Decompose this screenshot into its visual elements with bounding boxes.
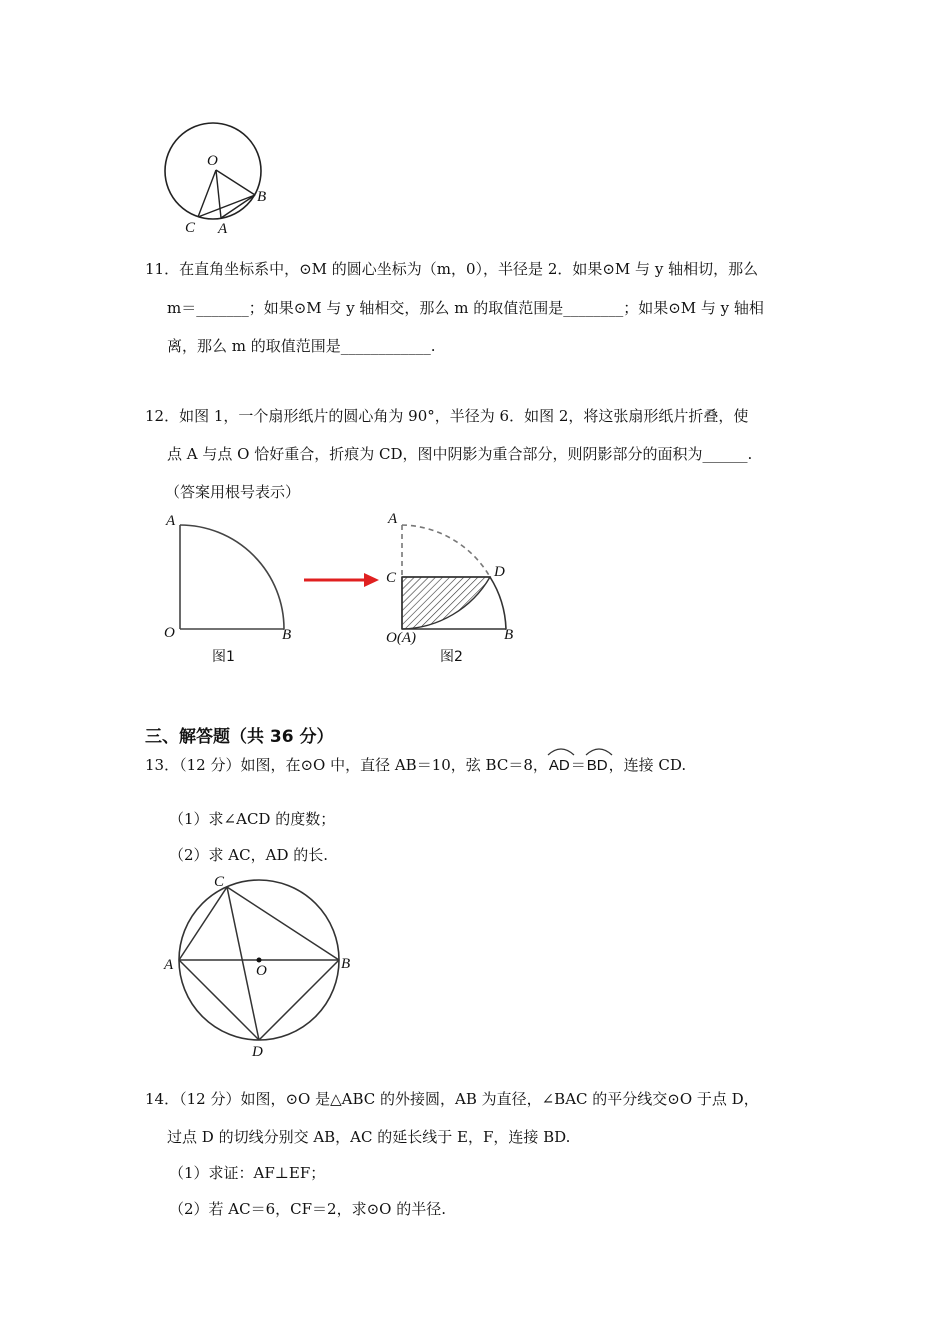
q13-label-d: D bbox=[252, 1044, 263, 1060]
q13-chord-cd bbox=[227, 887, 259, 1040]
q10-segment-oc bbox=[198, 170, 216, 217]
q13-label-a: A bbox=[164, 957, 174, 973]
q13-chord-bd bbox=[259, 960, 339, 1040]
q10-segment-oa bbox=[216, 170, 221, 218]
q10-circle bbox=[165, 123, 261, 219]
q10-segment-ob bbox=[216, 170, 255, 195]
fig2-label-c: C bbox=[386, 570, 397, 586]
q13-arc-bd: BD bbox=[586, 755, 609, 777]
q13-label-b: B bbox=[341, 956, 351, 972]
q13-part-1: （1）求∠ACD 的度数； bbox=[169, 810, 336, 828]
fig2-arc-db bbox=[490, 577, 506, 629]
q10-label-a: A bbox=[218, 221, 228, 237]
q11-line-3: 离，那么 m 的取值范围是____________. bbox=[167, 337, 436, 355]
q11-line-2: m＝_______；如果⊙M 与 y 轴相交，那么 m 的取值范围是________；如果⊙M 与 y 轴相 bbox=[167, 299, 764, 317]
fig1-caption: 图1 bbox=[212, 649, 235, 665]
q14-part-1: （1）求证：AF⊥EF； bbox=[169, 1164, 326, 1182]
transform-arrow bbox=[300, 570, 382, 590]
q13-eq: ＝ bbox=[570, 756, 586, 774]
fig2-label-d: D bbox=[494, 564, 505, 580]
q14-line-1: 14．（12 分）如图，⊙O 是△ABC 的外接圆，AB 为直径，∠BAC 的平分线交⊙O 于点 D， bbox=[145, 1090, 759, 1108]
fig2-caption: 图2 bbox=[440, 649, 463, 665]
q14-part-2: （2）若 AC＝6，CF＝2，求⊙O 的半径. bbox=[169, 1200, 446, 1218]
q12-line-2: 点 A 与点 O 恰好重合，折痕为 CD，图中阴影为重合部分，则阴影部分的面积为______. bbox=[167, 445, 753, 463]
q14-line-2: 过点 D 的切线分别交 AB，AC 的延长线于 E，F，连接 BD. bbox=[167, 1128, 571, 1146]
q13-arc-ad: AD bbox=[548, 755, 571, 777]
q13-part-2: （2）求 AC，AD 的长. bbox=[169, 846, 329, 864]
fig2-dashed-arc bbox=[402, 525, 490, 577]
q11-line-1: 11．在直角坐标系中，⊙M 的圆心坐标为（m，0），半径是 2．如果⊙M 与 y 轴相切，那么 bbox=[145, 260, 759, 278]
section-3-title: 三、解答题（共 36 分） bbox=[145, 727, 334, 747]
q13-center-dot bbox=[257, 958, 262, 963]
q10-label-c: C bbox=[185, 220, 196, 236]
q13-label-o: O bbox=[256, 963, 267, 979]
q12-figure-1 bbox=[160, 505, 300, 670]
q13-chord-ac bbox=[179, 887, 227, 960]
q12-line-1: 12．如图 1，一个扇形纸片的圆心角为 90°，半径为 6．如图 2，将这张扇形纸片折叠，使 bbox=[145, 407, 749, 425]
q13-line-1 bbox=[145, 754, 686, 777]
q13-suffix: ，连接 CD. bbox=[608, 756, 687, 774]
q13-figure bbox=[160, 870, 360, 1060]
question-14 bbox=[145, 1088, 825, 1228]
fig2-label-b: B bbox=[504, 627, 514, 643]
question-13 bbox=[145, 750, 825, 870]
q10-figure bbox=[150, 115, 280, 240]
fig1-arc-ab bbox=[180, 525, 284, 629]
q12-line-3: （答案用根号表示） bbox=[165, 483, 301, 501]
fig1-label-b: B bbox=[282, 627, 292, 643]
q13-label-c: C bbox=[214, 874, 225, 890]
fig2-shaded-region bbox=[402, 577, 490, 629]
fig2-label-a: A bbox=[388, 511, 398, 527]
fig1-label-a: A bbox=[166, 513, 176, 529]
fig2-label-oa: O(A) bbox=[386, 630, 416, 646]
question-11 bbox=[145, 258, 825, 368]
fig1-label-o: O bbox=[164, 625, 175, 641]
q13-chord-ad bbox=[179, 960, 259, 1040]
q13-chord-bc bbox=[227, 887, 339, 960]
q10-label-b: B bbox=[257, 189, 267, 205]
q12-figure-2 bbox=[380, 505, 530, 670]
q13-prefix: 13．（12 分）如图，在⊙O 中，直径 AB＝10，弦 BC＝8， bbox=[145, 756, 548, 774]
question-12 bbox=[145, 405, 825, 505]
q10-label-o: O bbox=[207, 153, 218, 169]
